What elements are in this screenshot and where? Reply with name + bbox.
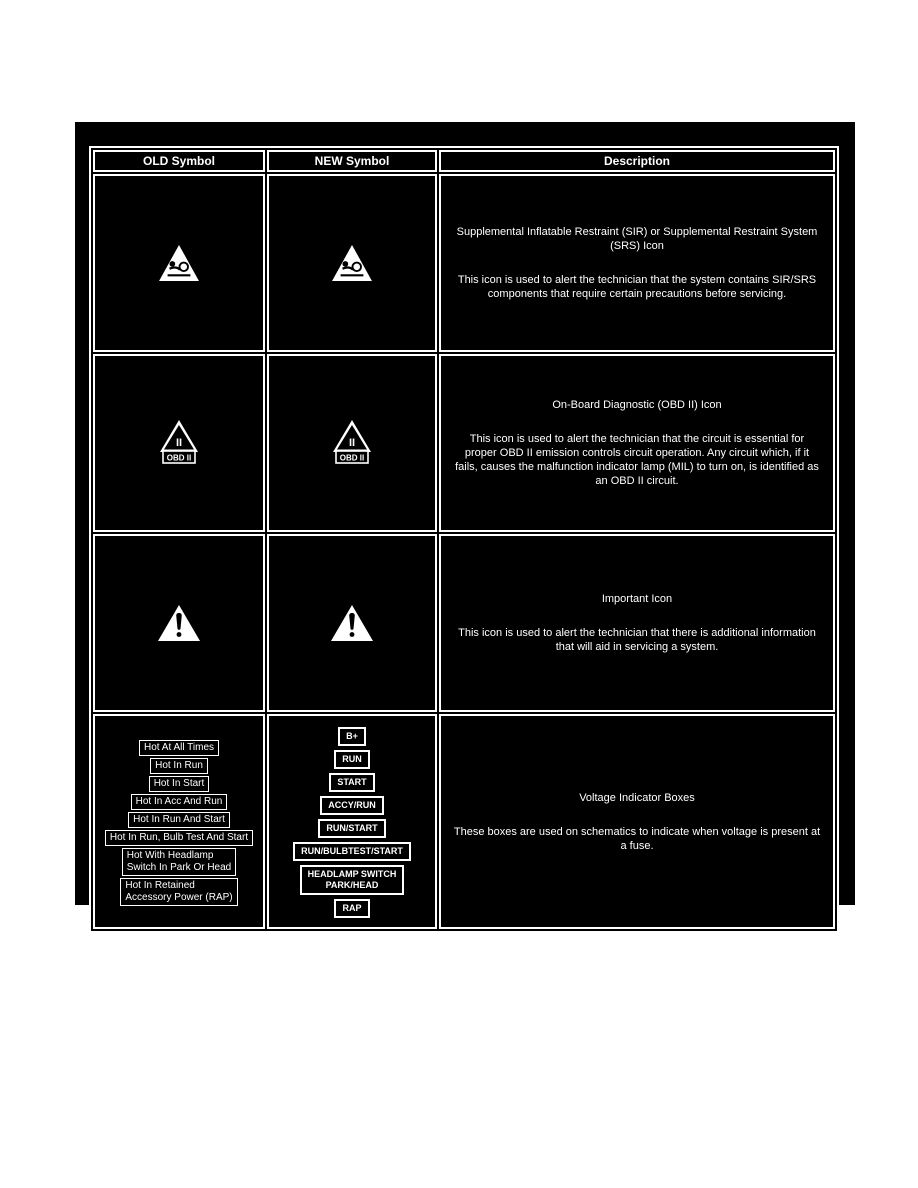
old-symbol-cell [93, 534, 265, 712]
voltage-box: Hot At All Times [139, 740, 219, 756]
table-row-important [93, 534, 835, 712]
description-body: This icon is used to alert the technician that the system contains SIR/SRS components that require certain precautions before servicing. [457, 274, 817, 300]
black-schematic-panel [75, 122, 855, 913]
voltage-box: RUN/START [318, 819, 385, 838]
header-new-symbol: NEW Symbol [267, 150, 437, 172]
important-triangle-icon [330, 604, 374, 642]
obd2-inner-label: II [175, 437, 183, 449]
voltage-box-line: Switch In Park Or Head [126, 861, 232, 873]
old-voltage-box-stack [96, 730, 262, 914]
new-voltage-box-stack [270, 717, 434, 926]
voltage-box: Hot In Start [149, 776, 210, 792]
description-cell [439, 174, 835, 352]
voltage-box-line: Accessory Power (RAP) [125, 891, 233, 903]
header-description: Description [439, 150, 835, 172]
obd2-inner-label: II [348, 437, 356, 449]
obd2-box-label: OBD II [339, 453, 365, 463]
voltage-box: Hot In Run And Start [128, 812, 230, 828]
voltage-box: Hot In Run [150, 758, 208, 774]
description-cell [439, 714, 835, 929]
voltage-box [300, 865, 405, 895]
voltage-box: B+ [338, 727, 366, 746]
important-triangle-icon [157, 604, 201, 642]
new-symbol-cell [267, 534, 437, 712]
description-body: This icon is used to alert the technician that the circuit is essential for proper OBD II emission controls circuit operation. Any circuit which, if it fails, causes the malfunction indicator lamp (MIL) to turn on, is identified as an OBD II circuit. [455, 433, 819, 487]
table-row-obd2 [93, 354, 835, 532]
sir-srs-triangle-icon [331, 244, 373, 282]
description-cell [439, 354, 835, 532]
description-title: On-Board Diagnostic (OBD II) Icon [552, 399, 722, 411]
obd2-triangle-icon [158, 419, 200, 467]
description-body: These boxes are used on schematics to indicate when voltage is present at a fuse. [453, 825, 821, 852]
voltage-box-line: Hot With Headlamp [126, 849, 214, 861]
table-row-sir [93, 174, 835, 352]
voltage-box [120, 878, 237, 906]
voltage-box: Hot In Acc And Run [131, 794, 228, 810]
voltage-box-line: HEADLAMP SWITCH [307, 869, 397, 879]
old-symbol-cell [93, 714, 265, 929]
voltage-box: RAP [334, 899, 369, 918]
symbol-legend-table [89, 146, 839, 933]
voltage-box: RUN/BULBTEST/START [293, 842, 411, 861]
old-symbol-cell [93, 174, 265, 352]
voltage-box: ACCY/RUN [320, 796, 384, 815]
sir-srs-triangle-icon [158, 244, 200, 282]
new-symbol-cell [267, 174, 437, 352]
table-row-voltage-boxes [93, 714, 835, 929]
description-title: Voltage Indicator Boxes [579, 791, 695, 804]
description-title: Supplemental Inflatable Restraint (SIR) or Supplemental Restraint System (SRS) Icon [456, 226, 818, 252]
description-cell [439, 534, 835, 712]
header-row [93, 150, 835, 172]
obd2-box-label: OBD II [166, 453, 192, 463]
new-symbol-cell [267, 714, 437, 929]
voltage-box: Hot In Run, Bulb Test And Start [105, 830, 253, 846]
voltage-box-line: Hot In Retained [125, 879, 195, 891]
voltage-box [122, 848, 236, 876]
old-symbol-cell [93, 354, 265, 532]
voltage-box-line: PARK/HEAD [325, 880, 379, 890]
header-old-symbol: OLD Symbol [93, 150, 265, 172]
obd2-triangle-icon [331, 419, 373, 467]
description-title: Important Icon [601, 593, 673, 605]
new-symbol-cell [267, 354, 437, 532]
description-body: This icon is used to alert the technician that there is additional information that will aid in servicing a system. [458, 627, 816, 653]
voltage-box: START [329, 773, 374, 792]
voltage-box: RUN [334, 750, 370, 769]
